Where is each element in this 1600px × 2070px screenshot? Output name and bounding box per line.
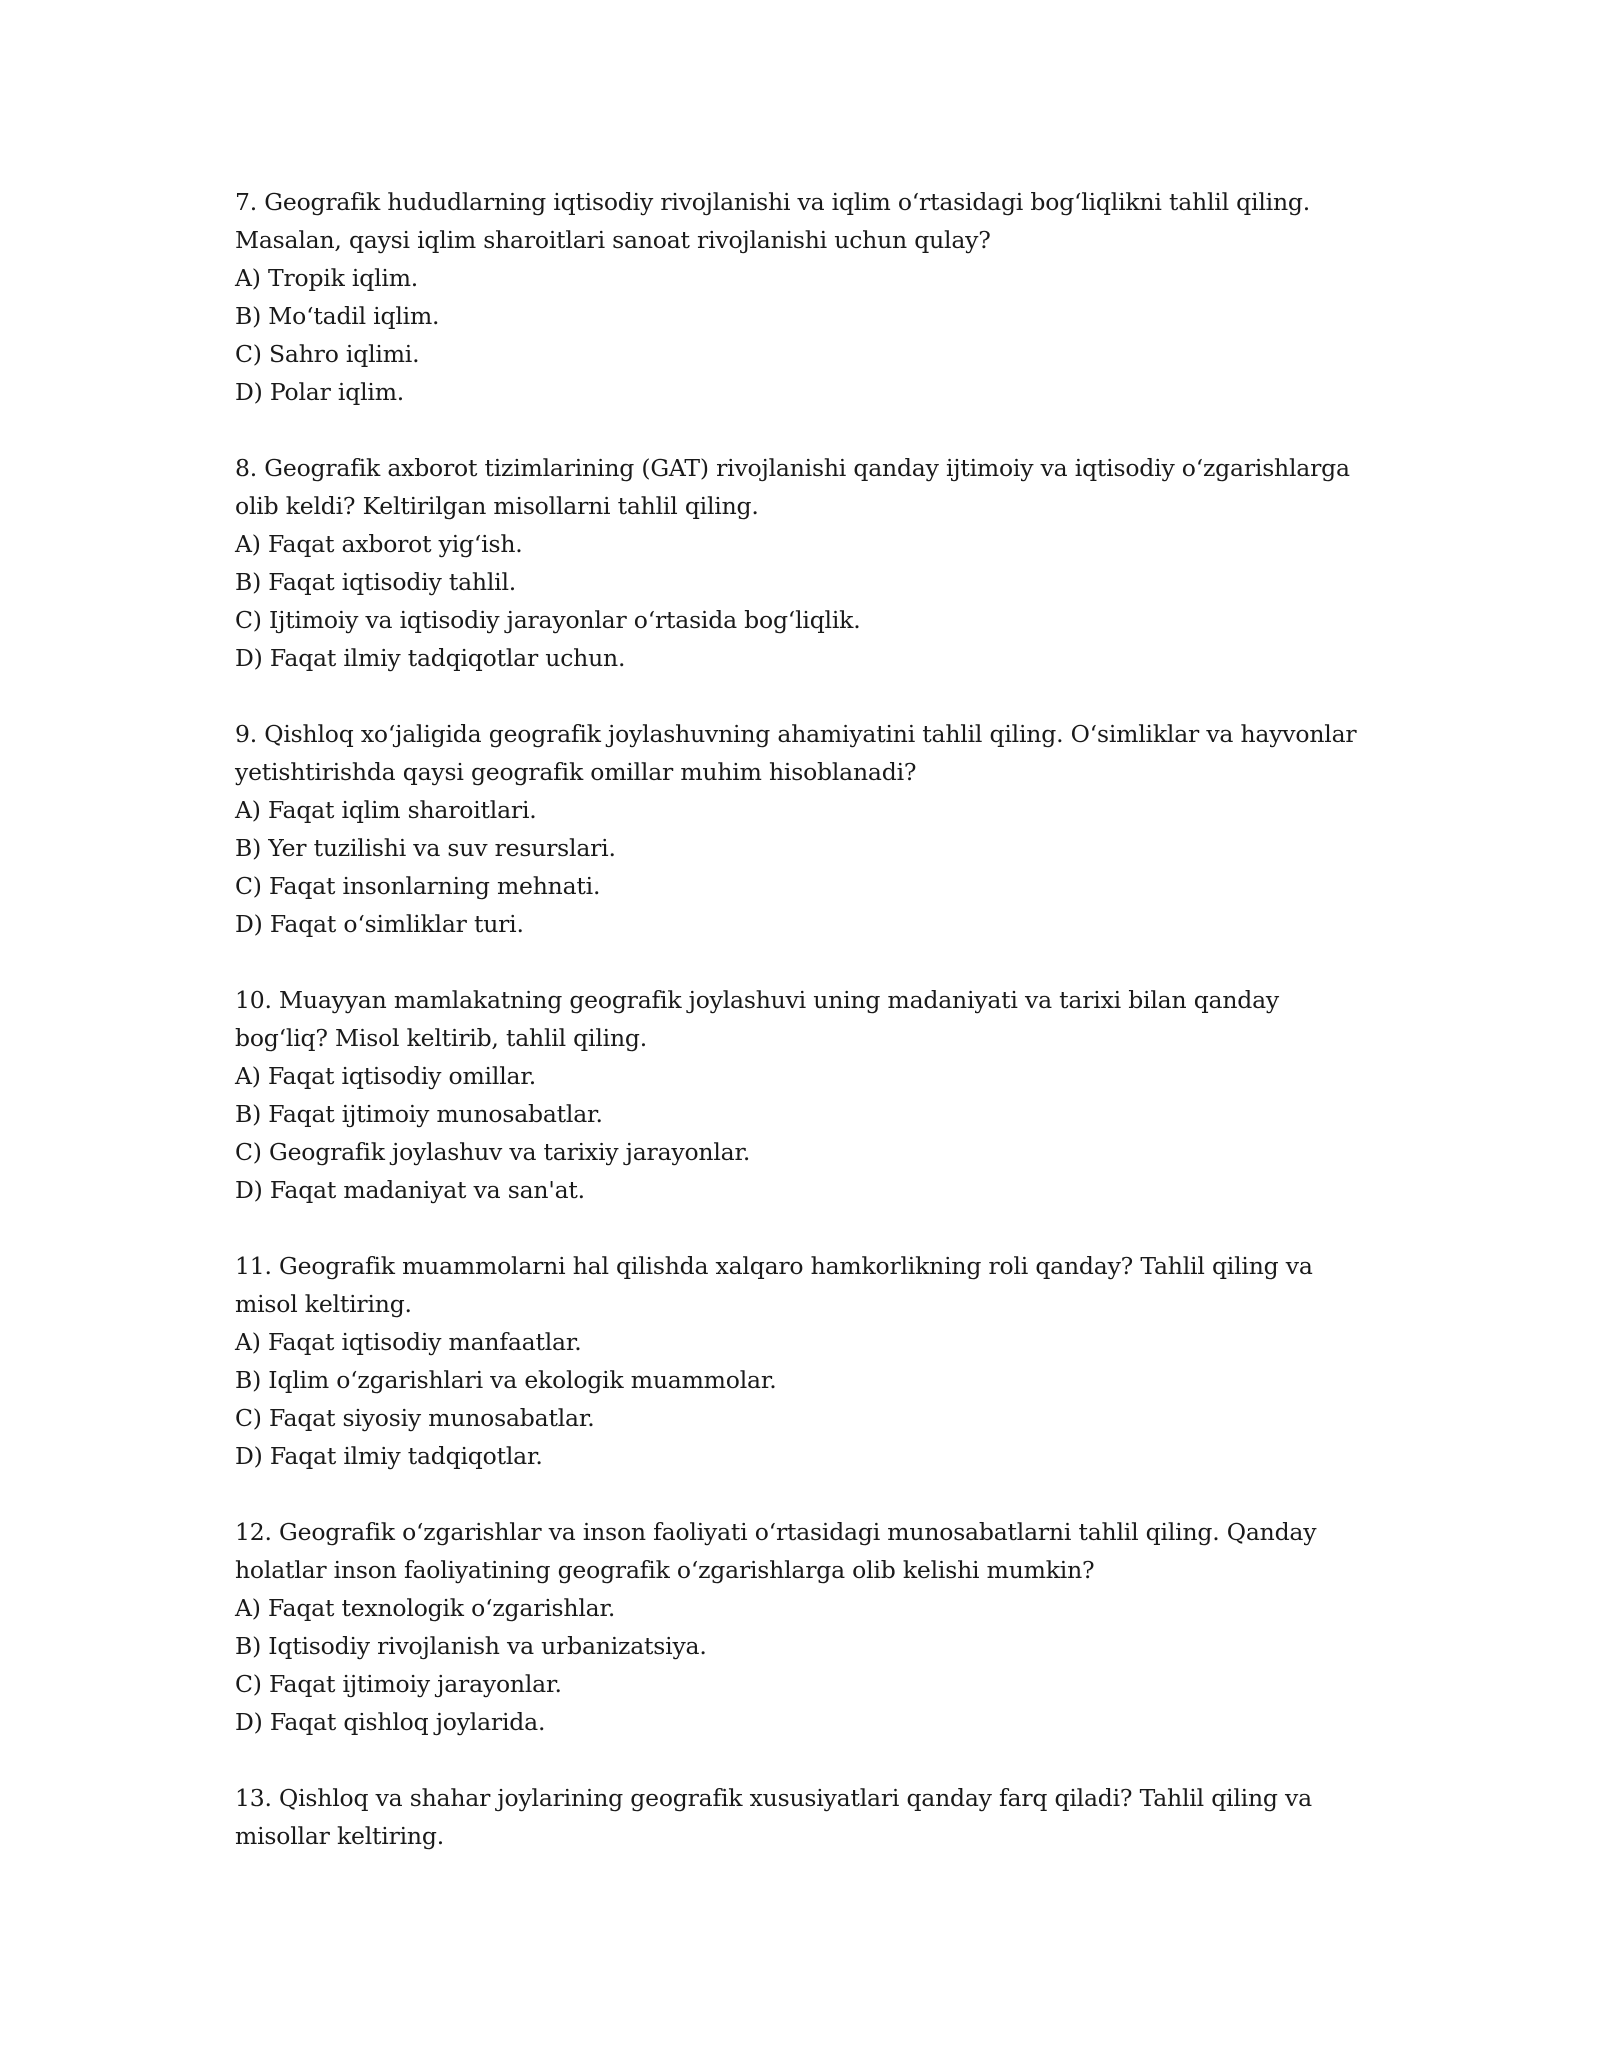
answer-option-c: C) Sahro iqlimi. bbox=[235, 340, 420, 368]
answer-option-b: B) Faqat iqtisodiy tahlil. bbox=[235, 568, 517, 596]
question-13 bbox=[235, 1779, 1385, 1855]
answer-option-a: A) Faqat axborot yigʻish. bbox=[235, 530, 523, 558]
question-stem-line: 7. Geografik hududlarning iqtisodiy rivojlanishi va iqlim oʻrtasidagi bogʻliqlikni tahlil qiling. bbox=[235, 188, 1311, 216]
answer-option-d: D) Faqat oʻsimliklar turi. bbox=[235, 910, 524, 938]
question-list bbox=[235, 183, 1385, 1893]
answer-option-d: D) Faqat ilmiy tadqiqotlar. bbox=[235, 1442, 543, 1470]
answer-option-a: A) Tropik iqlim. bbox=[235, 264, 419, 292]
question-stem-line: 10. Muayyan mamlakatning geografik joylashuvi uning madaniyati va tarixi bilan qanday bbox=[235, 986, 1280, 1014]
answer-option-c: C) Faqat siyosiy munosabatlar. bbox=[235, 1404, 595, 1432]
answer-option-c: C) Faqat ijtimoiy jarayonlar. bbox=[235, 1670, 562, 1698]
answer-option-d: D) Faqat madaniyat va san'at. bbox=[235, 1176, 585, 1204]
question-11 bbox=[235, 1247, 1385, 1475]
answer-option-c: C) Geografik joylashuv va tarixiy jarayonlar. bbox=[235, 1138, 751, 1166]
answer-option-b: B) Faqat ijtimoiy munosabatlar. bbox=[235, 1100, 603, 1128]
answer-option-b: B) Yer tuzilishi va suv resurslari. bbox=[235, 834, 616, 862]
question-stem-line: 11. Geografik muammolarni hal qilishda xalqaro hamkorlikning roli qanday? Tahlil qiling va bbox=[235, 1252, 1313, 1280]
question-stem-line: holatlar inson faoliyatining geografik oʻzgarishlarga olib kelishi mumkin? bbox=[235, 1556, 1095, 1584]
answer-option-a: A) Faqat iqtisodiy omillar. bbox=[235, 1062, 537, 1090]
answer-option-b: B) Iqlim oʻzgarishlari va ekologik muammolar. bbox=[235, 1366, 777, 1394]
question-stem-line: misollar keltiring. bbox=[235, 1822, 444, 1850]
question-9 bbox=[235, 715, 1385, 943]
question-10 bbox=[235, 981, 1385, 1209]
answer-option-a: A) Faqat iqlim sharoitlari. bbox=[235, 796, 537, 824]
question-stem-line: Masalan, qaysi iqlim sharoitlari sanoat rivojlanishi uchun qulay? bbox=[235, 226, 991, 254]
answer-option-a: A) Faqat iqtisodiy manfaatlar. bbox=[235, 1328, 582, 1356]
question-12 bbox=[235, 1513, 1385, 1741]
answer-option-c: C) Faqat insonlarning mehnati. bbox=[235, 872, 601, 900]
question-stem-line: 8. Geografik axborot tizimlarining (GAT) rivojlanishi qanday ijtimoiy va iqtisodiy oʻzgarishlarga bbox=[235, 454, 1350, 482]
question-stem-line: 9. Qishloq xoʻjaligida geografik joylashuvning ahamiyatini tahlil qiling. Oʻsimliklar va hayvonlar bbox=[235, 720, 1357, 748]
answer-option-a: A) Faqat texnologik oʻzgarishlar. bbox=[235, 1594, 616, 1622]
question-stem-line: misol keltiring. bbox=[235, 1290, 412, 1318]
question-stem-line: olib keldi? Keltirilgan misollarni tahlil qiling. bbox=[235, 492, 759, 520]
answer-option-b: B) Iqtisodiy rivojlanish va urbanizatsiya. bbox=[235, 1632, 707, 1660]
answer-option-b: B) Moʻtadil iqlim. bbox=[235, 302, 440, 330]
answer-option-d: D) Polar iqlim. bbox=[235, 378, 405, 406]
question-stem-line: 13. Qishloq va shahar joylarining geografik xususiyatlari qanday farq qiladi? Tahlil qiling va bbox=[235, 1784, 1312, 1812]
question-8 bbox=[235, 449, 1385, 677]
question-7 bbox=[235, 183, 1385, 411]
question-stem-line: bogʻliq? Misol keltirib, tahlil qiling. bbox=[235, 1024, 648, 1052]
question-stem-line: 12. Geografik oʻzgarishlar va inson faoliyati oʻrtasidagi munosabatlarni tahlil qiling. Qanday bbox=[235, 1518, 1317, 1546]
question-stem-line: yetishtirishda qaysi geografik omillar muhim hisoblanadi? bbox=[235, 758, 917, 786]
answer-option-c: C) Ijtimoiy va iqtisodiy jarayonlar oʻrtasida bogʻliqlik. bbox=[235, 606, 861, 634]
answer-option-d: D) Faqat ilmiy tadqiqotlar uchun. bbox=[235, 644, 626, 672]
answer-option-d: D) Faqat qishloq joylarida. bbox=[235, 1708, 546, 1736]
